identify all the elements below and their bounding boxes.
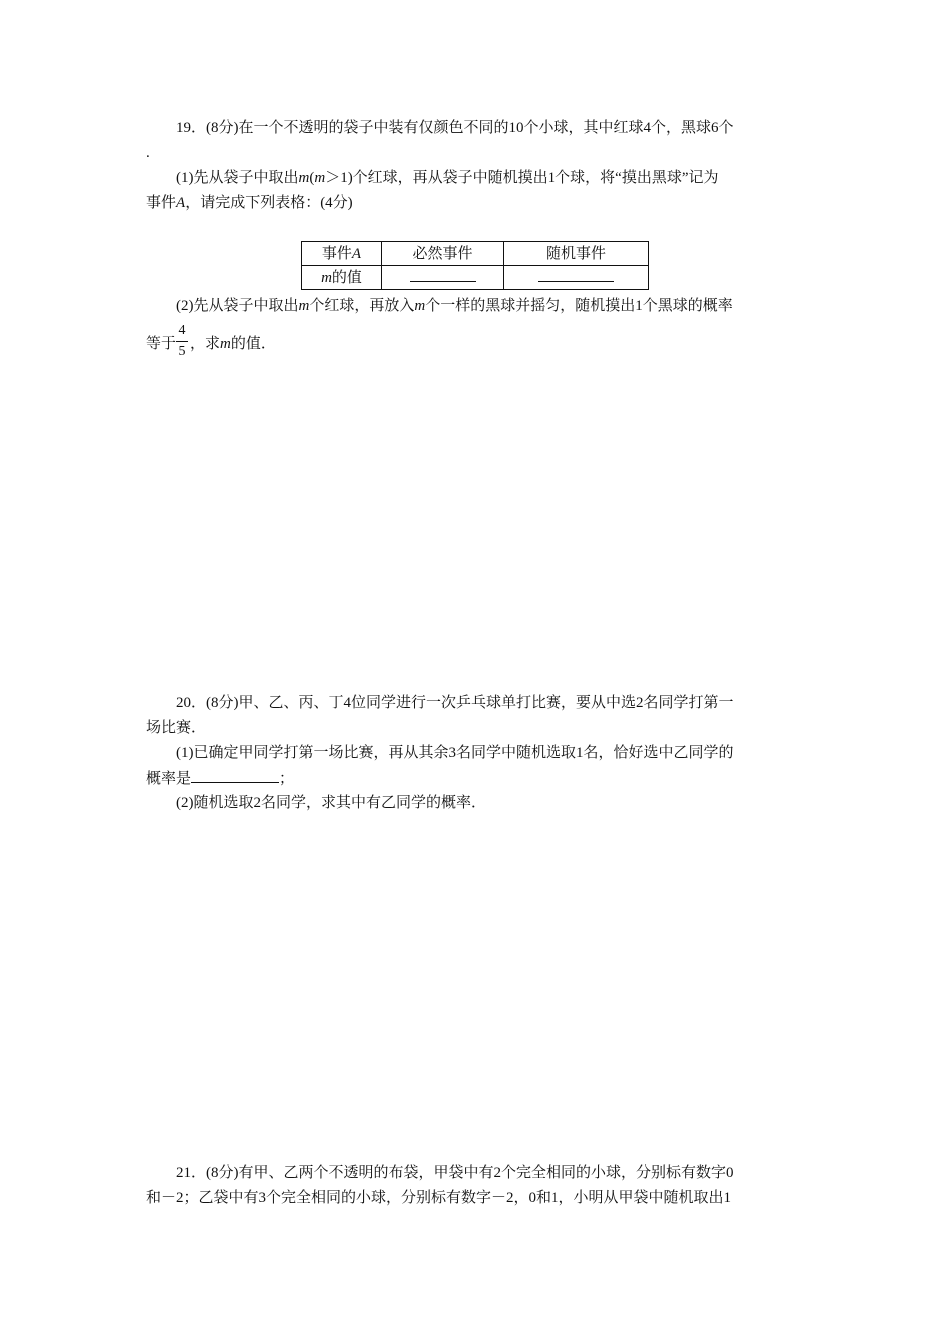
q19-part2-line2: 等于 ，求m的值． [146,336,276,352]
table-row-label: m的值 [302,266,382,290]
answer-blank-random[interactable] [504,266,649,290]
answer-blank-q20[interactable] [191,768,279,783]
table-row-m-value [302,266,649,290]
table-header-event: 事件A [302,242,382,266]
fraction-denominator: 5 [178,344,186,359]
q19-line1: 19．(8分)在一个不透明的袋子中装有仅颜色不同的10个小球，其中红球4个，黑球6个 [176,120,734,136]
q20-part2: (2)随机选取2名同学，求其中有乙同学的概率． [176,795,486,811]
q21-line2: 和－2；乙袋中有3个完全相同的小球，分别标有数字－2，0和1，小明从甲袋中随机取出1 [146,1190,732,1206]
q19-part1-line2: 事件A，请完成下列表格：(4分) [146,195,353,211]
table-header-random: 随机事件 [504,242,649,266]
q21-line1: 21．(8分)有甲、乙两个不透明的布袋，甲袋中有2个完全相同的小球，分别标有数字0 [176,1165,734,1181]
q19-part2-line1: (2)先从袋子中取出m个红球，再放入m个一样的黑球并摇匀，随机摸出1个黑球的概率 [176,298,733,314]
q19-part1-line1: (1)先从袋子中取出m(m＞1)个红球，再从袋子中随机摸出1个球，将“摸出黑球”记为 [176,170,719,186]
answer-blank-certain[interactable] [382,266,504,290]
table-header-row [302,242,649,266]
fraction-numerator: 4 [178,323,186,338]
table-header-certain: 必然事件 [382,242,504,266]
q20-line1: 20．(8分)甲、乙、丙、丁4位同学进行一次乒乓球单打比赛，要从中选2名同学打第一 [176,695,734,711]
q20-line2: 场比赛． [146,720,207,736]
event-table [301,241,649,290]
q19-line1-end: . [146,145,150,161]
q20-part1-line1: (1)已确定甲同学打第一场比赛，再从其余3名同学中随机选取1名，恰好选中乙同学的 [176,745,734,761]
fraction-four-fifths [176,322,188,361]
fraction-bar [176,341,188,342]
q20-part1-line2: 概率是 ； [146,768,294,789]
